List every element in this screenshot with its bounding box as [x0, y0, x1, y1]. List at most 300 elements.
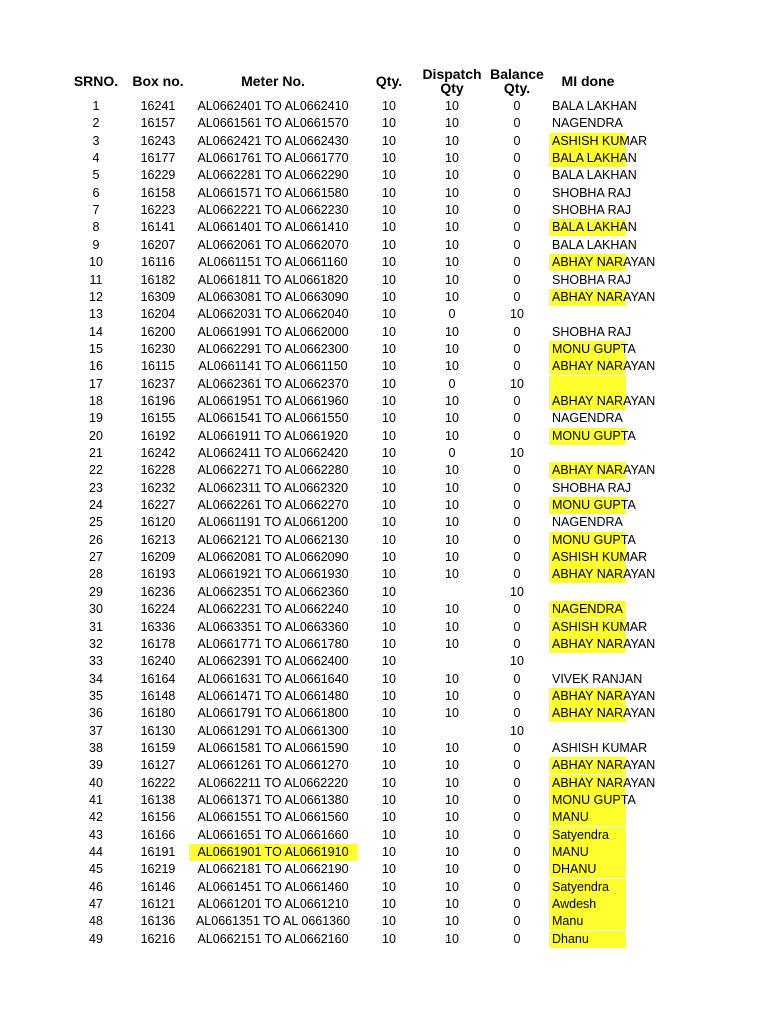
meter-no-cell: AL0661471 TO AL0661480 — [197, 688, 349, 703]
mi-done-cell: NAGENDRA — [552, 116, 623, 131]
dispatch-qty-cell: 10 — [445, 272, 459, 287]
qty-cell: 10 — [382, 775, 396, 790]
header-balance-line2: Qty. — [503, 80, 531, 96]
qty-cell: 10 — [382, 723, 396, 738]
dispatch-qty-cell: 10 — [445, 133, 459, 148]
mi-done-cell: ABHAY NARAYAN — [549, 289, 626, 306]
mi-done-cell: Awdesh — [549, 896, 626, 913]
qty-cell: 10 — [382, 602, 396, 617]
srno-cell: 37 — [89, 723, 103, 738]
meter-no-cell: AL0661651 TO AL0661660 — [197, 827, 349, 842]
dispatch-qty-cell: 0 — [448, 376, 456, 391]
qty-cell: 10 — [382, 220, 396, 235]
box-no-cell: 16116 — [141, 255, 175, 270]
box-no-cell: 16229 — [140, 168, 176, 183]
meter-no-cell: AL0661291 TO AL0661300 — [197, 723, 349, 738]
balance-qty-cell: 0 — [513, 619, 521, 634]
table-row — [0, 376, 768, 393]
meter-no-cell: AL0662421 TO AL0662430 — [197, 133, 349, 148]
dispatch-qty-cell: 10 — [445, 237, 459, 252]
box-no-cell: 16115 — [141, 359, 175, 374]
balance-qty-cell: 0 — [513, 550, 521, 565]
table-row — [0, 272, 768, 289]
table-row — [0, 445, 768, 462]
balance-qty-cell: 0 — [513, 168, 521, 183]
srno-cell: 30 — [89, 602, 103, 617]
meter-no-cell: AL0661901 TO AL0661910 — [189, 844, 357, 861]
srno-cell: 44 — [89, 845, 103, 860]
qty-cell: 10 — [382, 446, 396, 460]
qty-cell: 10 — [382, 515, 396, 530]
table-row — [0, 861, 768, 878]
mi-done-cell: Manu — [549, 913, 626, 930]
balance-qty-cell: 0 — [513, 116, 521, 131]
qty-cell: 10 — [382, 654, 396, 669]
box-no-cell: 16148 — [140, 688, 176, 703]
srno-cell: 47 — [89, 897, 103, 912]
header-dispatch-line2: Qty — [440, 80, 464, 96]
meter-no-cell: AL0662031 TO AL0662040 — [197, 307, 349, 322]
table-row — [0, 619, 768, 636]
meter-no-cell: AL0661791 TO AL0661800 — [197, 706, 349, 721]
meter-no-cell: AL0662081 TO AL0662090 — [197, 550, 349, 565]
balance-qty-cell: 0 — [513, 567, 521, 582]
qty-cell: 10 — [382, 706, 396, 721]
srno-cell: 29 — [89, 584, 103, 599]
meter-no-cell: AL0661991 TO AL0662000 — [197, 324, 349, 339]
srno-cell: 16 — [89, 359, 103, 374]
balance-qty-cell: 0 — [513, 151, 521, 166]
table-row — [0, 202, 768, 219]
mi-done-cell: ABHAY NARAYAN — [549, 688, 626, 705]
dispatch-qty-cell: 10 — [445, 220, 459, 235]
qty-cell: 10 — [382, 99, 396, 113]
qty-cell: 10 — [382, 324, 396, 339]
balance-qty-cell: 10 — [510, 723, 524, 738]
srno-cell: 13 — [89, 307, 103, 322]
dispatch-qty-cell: 10 — [445, 619, 459, 634]
dispatch-qty-cell: 10 — [445, 671, 459, 686]
dispatch-qty-cell: 10 — [445, 793, 459, 807]
table-row — [0, 324, 768, 341]
meter-no-cell: AL0663081 TO AL0663090 — [197, 289, 349, 304]
srno-cell: 7 — [92, 203, 100, 218]
meter-no-cell: AL0661771 TO AL0661780 — [197, 636, 349, 651]
mi-done-cell: MONU GUPTA — [549, 532, 626, 549]
meter-no-cell: AL0662291 TO AL0662300 — [197, 341, 349, 356]
table-row — [0, 462, 768, 479]
srno-cell: 15 — [89, 341, 103, 356]
balance-qty-cell: 10 — [510, 376, 524, 391]
srno-cell: 49 — [89, 931, 103, 946]
box-no-cell: 16223 — [140, 203, 176, 218]
balance-qty-cell: 0 — [513, 498, 521, 513]
box-no-cell: 16156 — [140, 810, 176, 825]
table-row — [0, 532, 768, 549]
meter-no-cell: AL0662311 TO AL0662320 — [197, 480, 349, 495]
srno-cell: 41 — [89, 793, 103, 807]
box-no-cell: 16200 — [140, 324, 176, 339]
table-row — [0, 480, 768, 497]
box-no-cell: 16166 — [140, 827, 176, 842]
dispatch-qty-cell: 10 — [445, 602, 459, 617]
header-box-no: Box no. — [132, 73, 184, 89]
dispatch-qty-cell: 10 — [445, 706, 459, 721]
table-row — [0, 254, 768, 271]
qty-cell: 10 — [382, 636, 396, 651]
qty-cell: 10 — [382, 393, 396, 408]
mi-done-cell: ASHISH KUMAR — [549, 619, 626, 636]
mi-done-cell — [549, 306, 626, 323]
table-row — [0, 497, 768, 514]
srno-cell: 4 — [92, 151, 100, 166]
dispatch-qty-cell: 10 — [445, 185, 459, 200]
table-row — [0, 341, 768, 358]
qty-cell: 10 — [382, 879, 396, 894]
srno-cell: 2 — [92, 116, 100, 131]
qty-cell: 10 — [382, 151, 396, 166]
meter-no-cell: AL0662401 TO AL0662410 — [197, 99, 349, 113]
table-row — [0, 133, 768, 150]
table-row — [0, 289, 768, 306]
box-no-cell: 16222 — [140, 775, 176, 790]
header-meter-no: Meter No. — [241, 73, 305, 89]
mi-done-cell: NAGENDRA — [552, 411, 623, 426]
srno-cell: 19 — [89, 411, 103, 426]
mi-done-cell: ABHAY NARAYAN — [549, 757, 626, 774]
mi-done-cell: DHANU — [549, 861, 626, 878]
meter-no-cell: AL0661191 TO AL0661200 — [197, 515, 349, 530]
dispatch-qty-cell: 10 — [445, 914, 459, 929]
balance-qty-cell: 0 — [513, 185, 521, 200]
qty-cell: 10 — [382, 359, 396, 374]
mi-done-cell: ABHAY NARAYAN — [549, 636, 626, 653]
qty-cell: 10 — [382, 255, 396, 270]
box-no-cell: 16178 — [140, 636, 176, 651]
mi-done-cell: NAGENDRA — [549, 601, 626, 618]
qty-cell: 10 — [382, 411, 396, 426]
meter-no-cell: AL0661911 TO AL0661920 — [197, 428, 349, 443]
dispatch-qty-cell: 10 — [445, 289, 459, 304]
balance-qty-cell: 0 — [513, 845, 521, 860]
dispatch-qty-cell: 10 — [445, 879, 459, 894]
dispatch-qty-cell: 0 — [448, 446, 456, 460]
srno-cell: 17 — [89, 376, 103, 391]
mi-done-cell: VIVEK RANJAN — [552, 671, 643, 686]
table-row — [0, 566, 768, 583]
balance-qty-cell: 0 — [513, 793, 521, 807]
srno-cell: 9 — [92, 237, 100, 252]
table-row — [0, 410, 768, 427]
qty-cell: 10 — [382, 168, 396, 183]
balance-qty-cell: 10 — [510, 307, 524, 322]
balance-qty-cell: 0 — [513, 359, 521, 374]
qty-cell: 10 — [382, 376, 396, 391]
srno-cell: 26 — [89, 532, 103, 547]
dispatch-qty-cell: 10 — [445, 255, 459, 270]
table-row — [0, 671, 768, 688]
meter-no-cell: AL0661151 TO AL0661160 — [198, 255, 348, 270]
table-row — [0, 115, 768, 132]
srno-cell: 21 — [89, 446, 103, 460]
meter-no-cell: AL0661581 TO AL0661590 — [197, 740, 349, 755]
dispatch-qty-cell: 10 — [445, 203, 459, 218]
mi-done-cell: NAGENDRA — [552, 515, 623, 530]
box-no-cell: 16309 — [140, 289, 176, 304]
mi-done-cell: ASHISH KUMAR — [552, 740, 648, 755]
qty-cell: 10 — [382, 688, 396, 703]
balance-qty-cell: 0 — [513, 220, 521, 235]
table-row — [0, 584, 768, 601]
qty-cell: 10 — [382, 827, 396, 842]
meter-no-cell: AL0662211 TO AL0662220 — [197, 775, 349, 790]
meter-no-cell: AL0662391 TO AL0662400 — [197, 654, 349, 669]
table-row — [0, 740, 768, 757]
dispatch-qty-cell: 10 — [445, 324, 459, 339]
qty-cell: 10 — [382, 289, 396, 304]
table-row — [0, 237, 768, 254]
table-row — [0, 913, 768, 930]
box-no-cell: 16138 — [140, 793, 176, 807]
balance-qty-cell: 0 — [513, 428, 521, 443]
box-no-cell: 16216 — [140, 931, 176, 946]
srno-cell: 40 — [89, 775, 103, 790]
table-row — [0, 827, 768, 844]
box-no-cell: 16157 — [140, 116, 176, 131]
balance-qty-cell: 0 — [513, 203, 521, 218]
table-row — [0, 896, 768, 913]
srno-cell: 28 — [89, 567, 103, 582]
srno-cell: 43 — [89, 827, 103, 842]
balance-qty-cell: 0 — [513, 827, 521, 842]
dispatch-qty-cell: 10 — [445, 411, 459, 426]
meter-no-cell: AL0662411 TO AL0662420 — [197, 446, 349, 460]
balance-qty-cell: 0 — [513, 706, 521, 721]
mi-done-cell: SHOBHA RAJ — [552, 324, 632, 339]
header-mi-done: MI done — [561, 73, 615, 89]
box-no-cell: 16182 — [140, 272, 176, 287]
mi-done-cell: ABHAY NARAYAN — [549, 254, 626, 271]
balance-qty-cell: 0 — [513, 237, 521, 252]
dispatch-qty-cell: 10 — [445, 359, 459, 374]
mi-done-cell: MONU GUPTA — [549, 428, 626, 445]
meter-no-cell: AL0662151 TO AL0662160 — [197, 931, 349, 946]
balance-qty-cell: 0 — [513, 393, 521, 408]
balance-qty-cell: 0 — [513, 775, 521, 790]
qty-cell: 10 — [382, 185, 396, 200]
header-balance-line1: Balance — [490, 66, 544, 82]
dispatch-qty-cell: 10 — [445, 810, 459, 825]
srno-cell: 14 — [89, 324, 103, 339]
box-no-cell: 16180 — [140, 706, 176, 721]
box-no-cell: 16207 — [140, 237, 176, 252]
box-no-cell: 16159 — [140, 740, 176, 755]
mi-done-cell: Satyendra — [549, 827, 626, 844]
box-no-cell: 16177 — [140, 151, 176, 166]
dispatch-qty-cell: 10 — [445, 636, 459, 651]
qty-cell: 10 — [382, 845, 396, 860]
table-row — [0, 358, 768, 375]
meter-no-cell: AL0661371 TO AL0661380 — [197, 793, 349, 807]
srno-cell: 27 — [89, 550, 103, 565]
dispatch-qty-cell: 10 — [445, 897, 459, 912]
dispatch-qty-cell: 10 — [445, 931, 459, 946]
meter-no-cell: AL0662121 TO AL0662130 — [197, 532, 349, 547]
balance-qty-cell: 0 — [513, 255, 521, 270]
table-row — [0, 705, 768, 722]
meter-no-cell: AL0661351 TO AL 0661360 — [195, 914, 351, 929]
meter-no-cell: AL0662351 TO AL0662360 — [197, 584, 349, 599]
meter-no-cell: AL0662181 TO AL0662190 — [197, 862, 349, 877]
qty-cell: 10 — [382, 272, 396, 287]
table-row — [0, 636, 768, 653]
srno-cell: 18 — [89, 393, 103, 408]
table-row — [0, 688, 768, 705]
meter-no-cell: AL0661541 TO AL0661550 — [197, 411, 349, 426]
box-no-cell: 16120 — [140, 515, 176, 530]
srno-cell: 22 — [89, 463, 103, 478]
qty-cell: 10 — [382, 498, 396, 513]
qty-cell: 10 — [382, 203, 396, 218]
dispatch-qty-cell: 10 — [445, 498, 459, 513]
box-no-cell: 16336 — [140, 619, 176, 634]
qty-cell: 10 — [382, 428, 396, 443]
dispatch-qty-cell — [424, 584, 480, 601]
balance-qty-cell: 0 — [513, 636, 521, 651]
qty-cell: 10 — [382, 914, 396, 929]
qty-cell: 10 — [382, 550, 396, 565]
dispatch-qty-cell: 10 — [445, 827, 459, 842]
qty-cell: 10 — [382, 532, 396, 547]
dispatch-qty-cell: 10 — [445, 550, 459, 565]
meter-no-cell: AL0661561 TO AL0661570 — [197, 116, 349, 131]
balance-qty-cell: 0 — [513, 931, 521, 946]
meter-no-cell: AL0662261 TO AL0662270 — [197, 498, 349, 513]
mi-done-cell: ABHAY NARAYAN — [549, 462, 626, 479]
dispatch-qty-cell: 10 — [445, 845, 459, 860]
meter-no-cell: AL0662231 TO AL0662240 — [197, 602, 349, 617]
mi-done-cell: SHOBHA RAJ — [552, 185, 632, 200]
srno-cell: 36 — [89, 706, 103, 721]
box-no-cell: 16237 — [140, 376, 176, 391]
balance-qty-cell: 0 — [513, 463, 521, 478]
box-no-cell: 16127 — [140, 758, 176, 773]
table-row — [0, 514, 768, 531]
srno-cell: 20 — [89, 428, 103, 443]
qty-cell: 10 — [382, 862, 396, 877]
box-no-cell: 16193 — [140, 567, 176, 582]
mi-done-cell — [549, 584, 626, 601]
balance-qty-cell: 10 — [510, 584, 524, 599]
balance-qty-cell: 0 — [513, 671, 521, 686]
srno-cell: 38 — [89, 740, 103, 755]
qty-cell: 10 — [382, 480, 396, 495]
meter-no-cell: AL0661571 TO AL0661580 — [197, 185, 349, 200]
header-dispatch-line1: Dispatch — [422, 66, 482, 82]
mi-done-cell: BALA LAKHAN — [552, 237, 637, 252]
mi-done-cell: SHOBHA RAJ — [552, 480, 632, 495]
balance-qty-cell: 0 — [513, 324, 521, 339]
dispatch-qty-cell: 10 — [445, 532, 459, 547]
dispatch-qty-cell: 10 — [445, 116, 459, 131]
mi-done-cell: BALA LAKHAN — [549, 150, 626, 167]
dispatch-qty-cell: 10 — [445, 758, 459, 773]
balance-qty-cell: 0 — [513, 879, 521, 894]
balance-qty-cell: 0 — [513, 99, 521, 113]
box-no-cell: 16241 — [140, 99, 176, 113]
dispatch-qty-cell: 10 — [445, 393, 459, 408]
mi-done-cell: ABHAY NARAYAN — [549, 775, 626, 792]
qty-cell: 10 — [382, 931, 396, 946]
mi-done-cell: MONU GUPTA — [549, 497, 626, 514]
mi-done-cell — [549, 445, 626, 462]
mi-done-cell: ASHISH KUMAR — [549, 133, 626, 150]
meter-no-cell: AL0662271 TO AL0662280 — [197, 463, 349, 478]
balance-qty-cell: 0 — [513, 897, 521, 912]
box-no-cell: 16164 — [140, 671, 176, 686]
dispatch-qty-cell: 10 — [445, 567, 459, 582]
dispatch-qty-cell: 10 — [445, 515, 459, 530]
balance-qty-cell: 0 — [513, 272, 521, 287]
srno-cell: 11 — [89, 272, 103, 287]
meter-no-cell: AL0662281 TO AL0662290 — [197, 168, 349, 183]
balance-qty-cell: 0 — [513, 289, 521, 304]
box-no-cell: 16213 — [140, 532, 176, 547]
balance-qty-cell: 0 — [513, 688, 521, 703]
meter-no-cell: AL0661201 TO AL0661210 — [197, 897, 349, 912]
mi-done-cell: MANU — [549, 844, 626, 861]
qty-cell: 10 — [382, 463, 396, 478]
table-row — [0, 757, 768, 774]
srno-cell: 45 — [89, 862, 103, 877]
dispatch-qty-cell: 0 — [448, 307, 456, 322]
qty-cell: 10 — [382, 758, 396, 773]
qty-cell: 10 — [382, 740, 396, 755]
mi-done-cell: ABHAY NARAYAN — [549, 358, 626, 375]
qty-cell: 10 — [382, 619, 396, 634]
mi-done-cell — [549, 376, 626, 393]
qty-cell: 10 — [382, 810, 396, 825]
box-no-cell: 16209 — [140, 550, 176, 565]
table-row — [0, 219, 768, 236]
srno-cell: 23 — [89, 480, 103, 495]
qty-cell: 10 — [382, 341, 396, 356]
table-row — [0, 653, 768, 670]
srno-cell: 48 — [89, 914, 103, 929]
balance-qty-cell: 0 — [513, 740, 521, 755]
meter-no-cell: AL0662221 TO AL0662230 — [197, 203, 349, 218]
table-row — [0, 428, 768, 445]
srno-cell: 24 — [89, 498, 103, 513]
balance-qty-cell: 0 — [513, 411, 521, 426]
box-no-cell: 16243 — [140, 133, 176, 148]
srno-cell: 33 — [89, 654, 103, 669]
dispatch-qty-cell — [424, 723, 480, 740]
srno-cell: 8 — [92, 220, 100, 235]
meter-no-cell: AL0662361 TO AL0662370 — [197, 376, 349, 391]
qty-cell: 10 — [382, 671, 396, 686]
header-dispatch-qty — [420, 67, 484, 95]
meter-no-cell: AL0661951 TO AL0661960 — [197, 393, 349, 408]
qty-cell: 10 — [382, 793, 396, 807]
balance-qty-cell: 0 — [513, 758, 521, 773]
box-no-cell: 16242 — [140, 446, 176, 460]
balance-qty-cell: 0 — [513, 133, 521, 148]
mi-done-cell: MONU GUPTA — [549, 341, 626, 358]
table-row — [0, 792, 768, 809]
table-row — [0, 601, 768, 618]
box-no-cell: 16158 — [140, 185, 176, 200]
